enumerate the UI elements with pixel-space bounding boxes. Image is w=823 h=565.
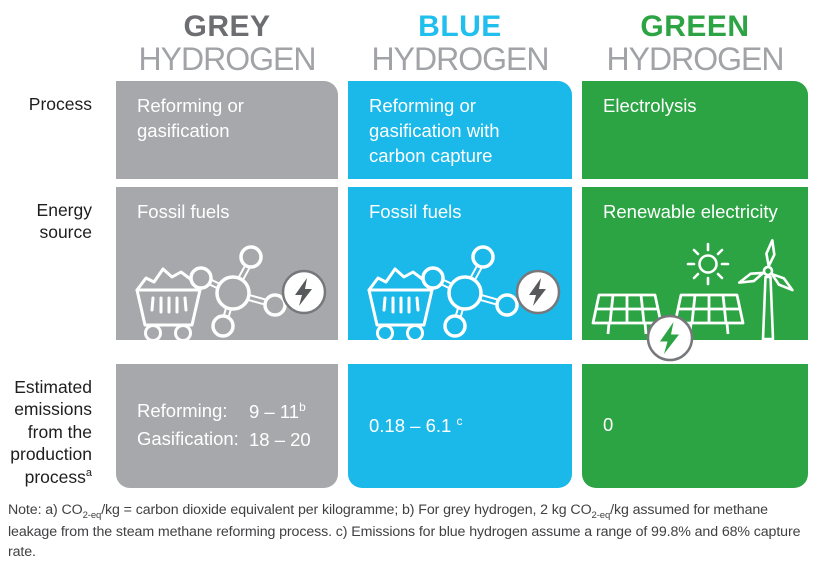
cell-emissions-grey <box>116 364 338 488</box>
cell-process-green <box>582 81 808 179</box>
row-energy-source <box>0 187 823 340</box>
reforming-value <box>249 399 311 425</box>
header-word-blue: BLUE <box>418 10 502 43</box>
reforming-sup: b <box>299 399 306 414</box>
cell-energy-blue <box>348 187 572 340</box>
cell-process-green-text: Electrolysis <box>603 95 697 116</box>
emissions-green-value <box>603 413 613 438</box>
header-word-grey: GREY <box>183 10 271 43</box>
lightning-icon <box>283 271 325 313</box>
lightning-icon <box>517 271 559 313</box>
reforming-label: Reforming: <box>137 399 228 421</box>
header-sub-grey: HYDROGEN <box>138 41 316 77</box>
row-label-emissions-text: Estimated emissions from the production process <box>10 377 92 487</box>
cell-emissions-blue <box>348 364 572 488</box>
emissions-blue-value <box>369 413 462 439</box>
row-label-energy-source <box>0 187 106 340</box>
methane-molecule-icon <box>423 247 517 336</box>
lightning-icon <box>648 316 692 360</box>
cell-energy-grey-text: Fossil fuels <box>137 201 230 222</box>
green-range: 0 <box>603 414 614 436</box>
gasification-value <box>249 427 311 453</box>
emissions-grey-values <box>137 399 311 453</box>
row-label-energy-text: Energy source <box>36 200 92 243</box>
methane-molecule-icon <box>191 247 285 336</box>
header-blue-hydrogen <box>348 10 572 75</box>
column-headers <box>0 10 823 75</box>
cell-process-blue-text: Reforming or gasification with carbon capture <box>369 95 500 166</box>
row-process <box>0 81 823 179</box>
row-label-emissions <box>0 364 106 488</box>
row-label-process <box>0 81 106 179</box>
sun-icon <box>688 244 728 284</box>
blue-range: 0.18 – 6.1 <box>369 415 452 437</box>
row-label-process-text: Process <box>28 94 92 114</box>
cell-energy-blue-text: Fossil fuels <box>369 201 462 222</box>
cell-process-grey <box>116 81 338 179</box>
reforming-range: 9 – 11 <box>249 401 300 422</box>
cell-process-blue <box>348 81 572 179</box>
gasification-label: Gasification: <box>137 427 239 449</box>
header-grey-hydrogen <box>116 10 338 75</box>
cell-energy-green-text: Renewable electricity <box>603 201 778 222</box>
row-emissions <box>0 364 823 487</box>
cell-process-grey-text: Reforming or gasification <box>137 95 244 141</box>
header-spacer <box>0 10 106 75</box>
row-label-emissions-sup: a <box>85 466 92 479</box>
cell-energy-green <box>582 187 808 340</box>
cell-energy-grey <box>116 187 338 340</box>
header-word-green: GREEN <box>640 10 750 43</box>
header-green-hydrogen <box>582 10 808 75</box>
wind-turbine-icon <box>738 240 795 339</box>
header-sub-green: HYDROGEN <box>606 41 784 77</box>
gasification-range: 18 – 20 <box>249 429 311 451</box>
blue-sup: c <box>456 413 463 428</box>
header-sub-blue: HYDROGEN <box>371 41 549 77</box>
footnote: Note: a) $CO_{2-eq}/kg$ = carbon dioxide equivalent per kilogramme; b) For grey hydrogen, 2 kg $CO_{2-eq}/kg$ assumed for methane leakage from the steam methane reforming process. c) Emissions for blue hydrogen assume a range of 99.8% and 68% capture rate. <box>8 502 801 561</box>
cell-emissions-green <box>582 364 808 488</box>
